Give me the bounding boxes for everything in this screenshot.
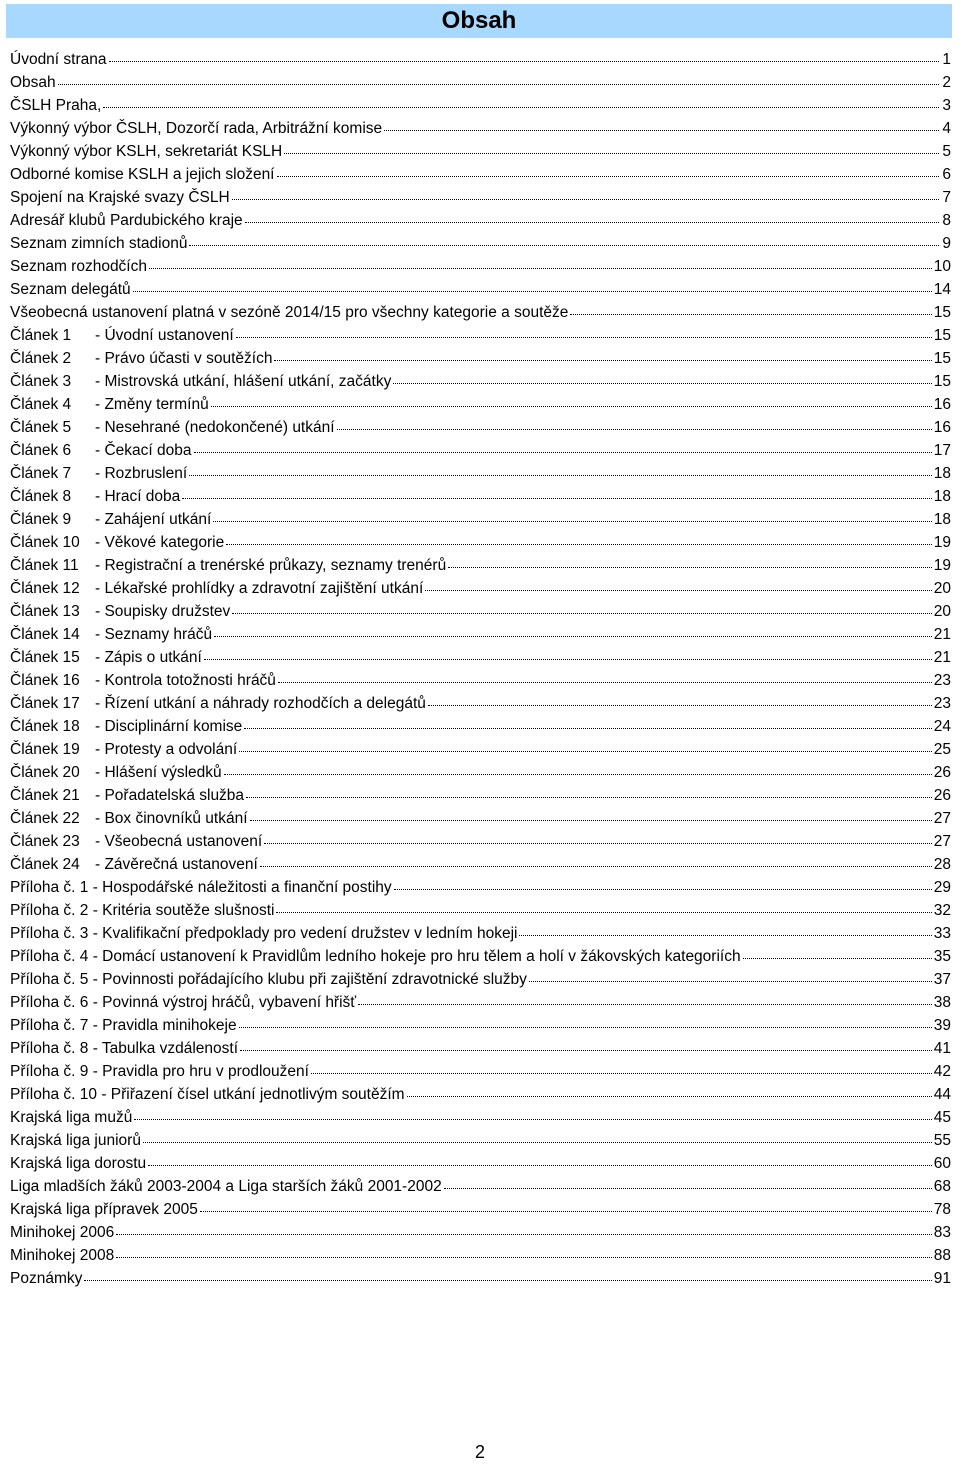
- toc-entry-text: - Věkové kategorie: [95, 534, 225, 551]
- toc-entry-text: Příloha č. 4 - Domácí ustanovení k Pravidlům ledního hokeje pro hru tělem a holí v žákovských kategoriích: [10, 948, 741, 965]
- toc-entry-label: [10, 1014, 237, 1037]
- toc-entry-label: [10, 531, 224, 554]
- toc-entry-label: [10, 48, 107, 71]
- toc-entry-label: [10, 1152, 146, 1175]
- toc-article-number: Článek 12: [10, 580, 80, 597]
- toc-entry[interactable]: [10, 94, 951, 117]
- toc-page-number: 1: [942, 51, 951, 68]
- toc-page-number: 29: [933, 879, 951, 896]
- toc-entry-text: Krajská liga přípravek 2005: [10, 1201, 198, 1218]
- toc-entry-label: [10, 554, 446, 577]
- toc-page-number: 25: [933, 741, 951, 758]
- toc-dot-leader: [264, 842, 932, 844]
- toc-dot-leader: [250, 819, 932, 821]
- toc-dot-leader: [394, 888, 932, 890]
- toc-dot-leader: [84, 1279, 931, 1281]
- toc-entry-label: [10, 94, 101, 117]
- toc-entry-text: Krajská liga mužů: [10, 1109, 133, 1126]
- toc-entry-text: - Hlášení výsledků: [95, 764, 222, 781]
- toc-page-number: 14: [933, 281, 951, 298]
- toc-entry-text: Příloha č. 9 - Pravidla pro hru v prodloužení: [10, 1063, 309, 1080]
- toc-entry[interactable]: [10, 531, 951, 554]
- toc-article-number: Článek 13: [10, 603, 80, 620]
- toc-entry[interactable]: [10, 439, 951, 462]
- toc-entry-text: - Lékařské prohlídky a zdravotní zajištění utkání: [95, 580, 424, 597]
- toc-entry[interactable]: [10, 830, 951, 853]
- toc-article-number: Článek 10: [10, 534, 80, 551]
- toc-entry-label: [10, 416, 335, 439]
- toc-entry[interactable]: [10, 278, 951, 301]
- toc-entry[interactable]: [10, 807, 951, 830]
- toc-entry-label: [10, 117, 382, 140]
- toc-entry-text: Výkonný výbor ČSLH, Dozorčí rada, Arbitrážní komise: [10, 120, 383, 137]
- toc-entry[interactable]: [10, 163, 951, 186]
- toc-entry-label: [10, 669, 276, 692]
- toc-entry-text: Příloha č. 3 - Kvalifikační předpoklady pro vedení družstev v ledním hokeji: [10, 925, 518, 942]
- toc-page-number: 26: [933, 787, 951, 804]
- toc-article-number: Článek 22: [10, 810, 80, 827]
- toc-entry[interactable]: [10, 1152, 951, 1175]
- toc-entry[interactable]: [10, 784, 951, 807]
- toc-entry[interactable]: [10, 1244, 951, 1267]
- toc-entry[interactable]: [10, 186, 951, 209]
- toc-page-number: 18: [933, 488, 951, 505]
- toc-entry-label: [10, 646, 202, 669]
- page-number: 2: [474, 1442, 485, 1462]
- toc-article-number: Článek 24: [10, 856, 80, 873]
- toc-entry-text: Příloha č. 1 - Hospodářské náležitosti a finanční postihy: [10, 879, 392, 896]
- toc-article-number: Článek 7: [10, 465, 72, 482]
- toc-page-number: 3: [942, 97, 951, 114]
- toc-entry-text: - Řízení utkání a náhrady rozhodčích a delegátů: [95, 695, 426, 712]
- toc-entry-label: [10, 807, 248, 830]
- toc-page-number: 42: [933, 1063, 951, 1080]
- toc-entry[interactable]: [10, 600, 951, 623]
- toc-dot-leader: [358, 1003, 932, 1005]
- toc-article-number: Článek 8: [10, 488, 72, 505]
- toc-entry-text: Příloha č. 6 - Povinná výstroj hráčů, vybavení hřišť: [10, 994, 357, 1011]
- toc-dot-leader: [213, 520, 931, 522]
- toc-entry[interactable]: [10, 485, 951, 508]
- toc-page-number: 28: [933, 856, 951, 873]
- toc-entry-label: [10, 715, 242, 738]
- toc-entry-text: Seznam rozhodčích: [10, 258, 147, 275]
- toc-entry-text: - Rozbruslení: [95, 465, 188, 482]
- toc-page-number: 5: [942, 143, 951, 160]
- toc-page-number: 15: [933, 327, 951, 344]
- toc-entry-text: - Změny termínů: [95, 396, 209, 413]
- toc-entry[interactable]: [10, 968, 951, 991]
- toc-dot-leader: [204, 658, 932, 660]
- toc-entry-text: Krajská liga juniorů: [10, 1132, 141, 1149]
- toc-article-number: Článek 17: [10, 695, 80, 712]
- toc-article-number: Článek 21: [10, 787, 80, 804]
- toc-entry-text: Spojení na Krajské svazy ČSLH: [10, 189, 230, 206]
- toc-entry-label: [10, 876, 392, 899]
- toc-entry-label: [10, 600, 230, 623]
- toc-page-number: 23: [933, 695, 951, 712]
- toc-entry-label: [10, 186, 230, 209]
- toc-entry-text: Krajská liga dorostu: [10, 1155, 147, 1172]
- toc-entry-text: Seznam delegátů: [10, 281, 131, 298]
- toc-page-number: 16: [933, 419, 951, 436]
- toc-entry[interactable]: [10, 140, 951, 163]
- toc-dot-leader: [260, 865, 932, 867]
- toc-entry[interactable]: [10, 347, 951, 370]
- toc-entry-label: [10, 255, 147, 278]
- toc-entry[interactable]: [10, 554, 951, 577]
- toc-entry-text: - Mistrovská utkání, hlášení utkání, začátky: [95, 373, 392, 390]
- toc-entry[interactable]: [10, 1060, 951, 1083]
- toc-dot-leader: [232, 612, 932, 614]
- toc-entry-text: Minihokej 2006: [10, 1224, 115, 1241]
- toc-page-number: 45: [933, 1109, 951, 1126]
- toc-page-number: 27: [933, 810, 951, 827]
- toc-dot-leader: [211, 405, 932, 407]
- toc-dot-leader: [276, 911, 931, 913]
- toc-entry-label: [10, 393, 209, 416]
- toc-entry-label: [10, 830, 262, 853]
- toc-entry-label: [10, 738, 237, 761]
- toc-entry[interactable]: [10, 48, 951, 71]
- toc-article-number: Článek 9: [10, 511, 72, 528]
- toc-entry-text: Všeobecná ustanovení platná v sezóně 2014/15 pro všechny kategorie a soutěže: [10, 304, 569, 321]
- table-of-contents: [10, 48, 951, 1290]
- toc-page-number: 39: [933, 1017, 951, 1034]
- toc-entry-text: - Seznamy hráčů: [95, 626, 213, 643]
- toc-entry-text: - Zahájení utkání: [95, 511, 212, 528]
- toc-dot-leader: [311, 1072, 932, 1074]
- toc-article-number: Článek 1: [10, 327, 72, 344]
- toc-page-number: 10: [933, 258, 951, 275]
- toc-entry-text: Poznámky: [10, 1270, 83, 1287]
- toc-entry-text: - Všeobecná ustanovení: [95, 833, 263, 850]
- toc-entry[interactable]: [10, 508, 951, 531]
- toc-entry-label: [10, 232, 187, 255]
- toc-dot-leader: [284, 152, 939, 154]
- toc-page-number: 35: [933, 948, 951, 965]
- toc-page-number: 18: [933, 511, 951, 528]
- toc-dot-leader: [384, 129, 939, 131]
- toc-dot-leader: [240, 1049, 932, 1051]
- toc-entry[interactable]: [10, 1106, 951, 1129]
- toc-page-number: 32: [933, 902, 951, 919]
- toc-entry-label: [10, 1244, 114, 1267]
- toc-dot-leader: [278, 681, 932, 683]
- toc-entry-text: ČSLH Praha,: [10, 97, 102, 114]
- toc-entry-text: - Zápis o utkání: [95, 649, 202, 666]
- toc-dot-leader: [134, 1118, 931, 1120]
- toc-entry[interactable]: [10, 255, 951, 278]
- toc-entry[interactable]: [10, 1267, 951, 1290]
- toc-dot-leader: [232, 198, 939, 200]
- toc-entry-text: - Nesehrané (nedokončené) utkání: [95, 419, 335, 436]
- toc-entry[interactable]: [10, 899, 951, 922]
- toc-entry-text: - Čekací doba: [95, 442, 192, 459]
- toc-entry-text: - Závěrečná ustanovení: [95, 856, 258, 873]
- toc-page-number: 20: [933, 603, 951, 620]
- toc-entry[interactable]: [10, 715, 951, 738]
- toc-dot-leader: [182, 497, 931, 499]
- toc-dot-leader: [425, 589, 932, 591]
- toc-entry-label: [10, 209, 243, 232]
- toc-entry[interactable]: [10, 876, 951, 899]
- toc-entry-text: Minihokej 2008: [10, 1247, 115, 1264]
- toc-dot-leader: [393, 382, 931, 384]
- toc-entry-label: [10, 922, 517, 945]
- toc-entry-label: [10, 577, 423, 600]
- toc-page-number: 15: [933, 373, 951, 390]
- toc-article-number: Článek 15: [10, 649, 80, 666]
- toc-entry-text: Příloha č. 8 - Tabulka vzdáleností: [10, 1040, 239, 1057]
- toc-entry[interactable]: [10, 1129, 951, 1152]
- toc-page-number: 33: [933, 925, 951, 942]
- toc-dot-leader: [214, 635, 932, 637]
- toc-page-number: 15: [933, 350, 951, 367]
- toc-entry[interactable]: [10, 991, 951, 1014]
- toc-entry-text: - Kontrola totožnosti hráčů: [95, 672, 276, 689]
- toc-entry[interactable]: [10, 393, 951, 416]
- toc-dot-leader: [245, 221, 939, 223]
- toc-dot-leader: [244, 727, 931, 729]
- toc-dot-leader: [116, 1233, 931, 1235]
- toc-dot-leader: [448, 566, 932, 568]
- toc-entry-label: [10, 1083, 405, 1106]
- toc-page-number: 7: [942, 189, 951, 206]
- toc-entry-text: - Protesty a odvolání: [95, 741, 238, 758]
- toc-page-number: 23: [933, 672, 951, 689]
- toc-page-number: 44: [933, 1086, 951, 1103]
- toc-entry-text: Úvodní strana: [10, 51, 107, 68]
- toc-dot-leader: [239, 1026, 932, 1028]
- toc-page-number: 88: [933, 1247, 951, 1264]
- toc-entry-label: [10, 324, 234, 347]
- toc-entry-label: [10, 278, 131, 301]
- toc-page-number: 19: [933, 534, 951, 551]
- toc-entry-label: [10, 485, 180, 508]
- toc-dot-leader: [109, 60, 940, 62]
- toc-article-number: Článek 5: [10, 419, 72, 436]
- toc-page-number: 15: [933, 304, 951, 321]
- toc-entry-label: [10, 439, 192, 462]
- toc-entry[interactable]: [10, 646, 951, 669]
- toc-page-number: 4: [942, 120, 951, 137]
- page-title: Obsah: [441, 7, 517, 34]
- toc-entry[interactable]: [10, 370, 951, 393]
- toc-entry-text: Odborné komise KSLH a jejich složení: [10, 166, 275, 183]
- toc-page-number: 37: [933, 971, 951, 988]
- toc-dot-leader: [274, 359, 931, 361]
- toc-entry[interactable]: [10, 324, 951, 347]
- toc-entry-label: [10, 899, 274, 922]
- toc-entry[interactable]: [10, 577, 951, 600]
- toc-entry-text: - Registrační a trenérské průkazy, seznamy trenérů: [95, 557, 447, 574]
- toc-entry-label: [10, 347, 272, 370]
- toc-dot-leader: [224, 773, 932, 775]
- toc-entry-text: - Soupisky družstev: [95, 603, 231, 620]
- toc-entry-text: Liga mladších žáků 2003-2004 a Liga starších žáků 2001-2002: [10, 1178, 442, 1195]
- toc-page-number: 60: [933, 1155, 951, 1172]
- toc-entry-text: Příloha č. 7 - Pravidla minihokeje: [10, 1017, 237, 1034]
- toc-dot-leader: [428, 704, 932, 706]
- toc-entry[interactable]: [10, 1175, 951, 1198]
- toc-page-number: 38: [933, 994, 951, 1011]
- toc-entry-text: Příloha č. 2 - Kritéria soutěže slušnosti: [10, 902, 275, 919]
- toc-entry-label: [10, 991, 356, 1014]
- toc-entry[interactable]: [10, 301, 951, 324]
- toc-page-number: 18: [933, 465, 951, 482]
- toc-entry[interactable]: [10, 853, 951, 876]
- toc-entry-label: [10, 1267, 82, 1290]
- toc-page-number: 78: [933, 1201, 951, 1218]
- toc-page-number: 24: [933, 718, 951, 735]
- toc-page-number: 68: [933, 1178, 951, 1195]
- toc-article-number: Článek 11: [10, 557, 79, 574]
- toc-entry[interactable]: [10, 416, 951, 439]
- toc-entry[interactable]: [10, 232, 951, 255]
- toc-entry-text: - Box činovníků utkání: [95, 810, 248, 827]
- toc-dot-leader: [337, 428, 932, 430]
- toc-page-number: 26: [933, 764, 951, 781]
- toc-entry-label: [10, 692, 426, 715]
- toc-dot-leader: [407, 1095, 932, 1097]
- toc-entry[interactable]: [10, 1083, 951, 1106]
- toc-entry[interactable]: [10, 71, 951, 94]
- toc-page-number: 16: [933, 396, 951, 413]
- toc-dot-leader: [200, 1210, 932, 1212]
- toc-page-number: 9: [942, 235, 951, 252]
- toc-entry[interactable]: [10, 209, 951, 232]
- toc-article-number: Článek 16: [10, 672, 80, 689]
- toc-page-number: 19: [933, 557, 951, 574]
- toc-dot-leader: [189, 244, 939, 246]
- toc-dot-leader: [239, 750, 932, 752]
- toc-article-number: Článek 4: [10, 396, 72, 413]
- toc-dot-leader: [246, 796, 932, 798]
- toc-article-number: Článek 2: [10, 350, 72, 367]
- toc-entry-text: Obsah: [10, 74, 56, 91]
- toc-page-number: 21: [933, 626, 951, 643]
- toc-dot-leader: [570, 313, 931, 315]
- toc-page-number: 6: [942, 166, 951, 183]
- toc-entry-text: Seznam zimních stadionů: [10, 235, 188, 252]
- toc-entry-text: - Pořadatelská služba: [95, 787, 245, 804]
- toc-entry-label: [10, 462, 187, 485]
- toc-entry-text: Příloha č. 10 - Přiřazení čísel utkání jednotlivým soutěžím: [10, 1086, 405, 1103]
- toc-article-number: Článek 3: [10, 373, 72, 390]
- toc-entry[interactable]: [10, 1014, 951, 1037]
- toc-entry-label: [10, 71, 56, 94]
- toc-dot-leader: [189, 474, 932, 476]
- toc-entry-label: [10, 853, 258, 876]
- toc-dot-leader: [149, 267, 932, 269]
- toc-entry-label: [10, 508, 211, 531]
- toc-dot-leader: [444, 1187, 932, 1189]
- toc-entry-label: [10, 761, 222, 784]
- toc-entry-label: [10, 1221, 114, 1244]
- title-bar: [6, 4, 952, 38]
- toc-entry-text: - Hrací doba: [95, 488, 181, 505]
- toc-entry[interactable]: [10, 669, 951, 692]
- toc-entry-text: - Právo účasti v soutěžích: [95, 350, 273, 367]
- toc-entry-label: [10, 1060, 309, 1083]
- toc-dot-leader: [194, 451, 932, 453]
- toc-entry-text: - Disciplinární komise: [95, 718, 243, 735]
- toc-entry[interactable]: [10, 623, 951, 646]
- toc-entry[interactable]: [10, 1221, 951, 1244]
- toc-entry[interactable]: [10, 1198, 951, 1221]
- toc-entry-label: [10, 945, 741, 968]
- toc-dot-leader: [743, 957, 932, 959]
- toc-entry-label: [10, 1106, 132, 1129]
- toc-page-number: 8: [942, 212, 951, 229]
- toc-dot-leader: [519, 934, 931, 936]
- toc-entry-label: [10, 370, 391, 393]
- toc-entry-label: [10, 968, 527, 991]
- toc-article-number: Článek 23: [10, 833, 80, 850]
- toc-entry-label: [10, 1037, 238, 1060]
- toc-page-number: 55: [933, 1132, 951, 1149]
- toc-entry[interactable]: [10, 1037, 951, 1060]
- toc-entry-label: [10, 784, 244, 807]
- toc-page-number: 91: [933, 1270, 951, 1287]
- toc-entry-label: [10, 623, 212, 646]
- toc-entry-label: [10, 1129, 141, 1152]
- toc-entry-label: [10, 163, 275, 186]
- toc-entry-label: [10, 301, 568, 324]
- toc-entry-text: Výkonný výbor KSLH, sekretariát KSLH: [10, 143, 283, 160]
- toc-dot-leader: [277, 175, 940, 177]
- toc-article-number: Článek 6: [10, 442, 72, 459]
- toc-article-number: Článek 19: [10, 741, 80, 758]
- toc-entry[interactable]: [10, 738, 951, 761]
- toc-entry[interactable]: [10, 945, 951, 968]
- toc-page-number: 21: [933, 649, 951, 666]
- toc-dot-leader: [103, 106, 939, 108]
- toc-entry-label: [10, 1175, 442, 1198]
- toc-dot-leader: [226, 543, 932, 545]
- toc-article-number: Článek 18: [10, 718, 80, 735]
- toc-dot-leader: [116, 1256, 931, 1258]
- toc-entry-label: [10, 140, 282, 163]
- toc-article-number: Článek 14: [10, 626, 80, 643]
- toc-entry[interactable]: [10, 692, 951, 715]
- toc-entry[interactable]: [10, 761, 951, 784]
- toc-page-number: 17: [933, 442, 951, 459]
- toc-page-number: 41: [933, 1040, 951, 1057]
- toc-entry-label: [10, 1198, 198, 1221]
- toc-dot-leader: [133, 290, 932, 292]
- toc-article-number: Článek 20: [10, 764, 80, 781]
- toc-entry[interactable]: [10, 922, 951, 945]
- toc-dot-leader: [58, 83, 939, 85]
- toc-page-number: 27: [933, 833, 951, 850]
- toc-page-number: 20: [933, 580, 951, 597]
- toc-entry-text: - Úvodní ustanovení: [95, 327, 234, 344]
- toc-entry-text: Příloha č. 5 - Povinnosti pořádajícího klubu při zajištění zdravotnické služby: [10, 971, 527, 988]
- toc-page-number: 83: [933, 1224, 951, 1241]
- toc-dot-leader: [148, 1164, 932, 1166]
- toc-dot-leader: [236, 336, 932, 338]
- toc-dot-leader: [143, 1141, 932, 1143]
- toc-dot-leader: [529, 980, 932, 982]
- toc-entry-text: Adresář klubů Pardubického kraje: [10, 212, 243, 229]
- toc-page-number: 2: [942, 74, 951, 91]
- toc-entry[interactable]: [10, 117, 951, 140]
- toc-entry[interactable]: [10, 462, 951, 485]
